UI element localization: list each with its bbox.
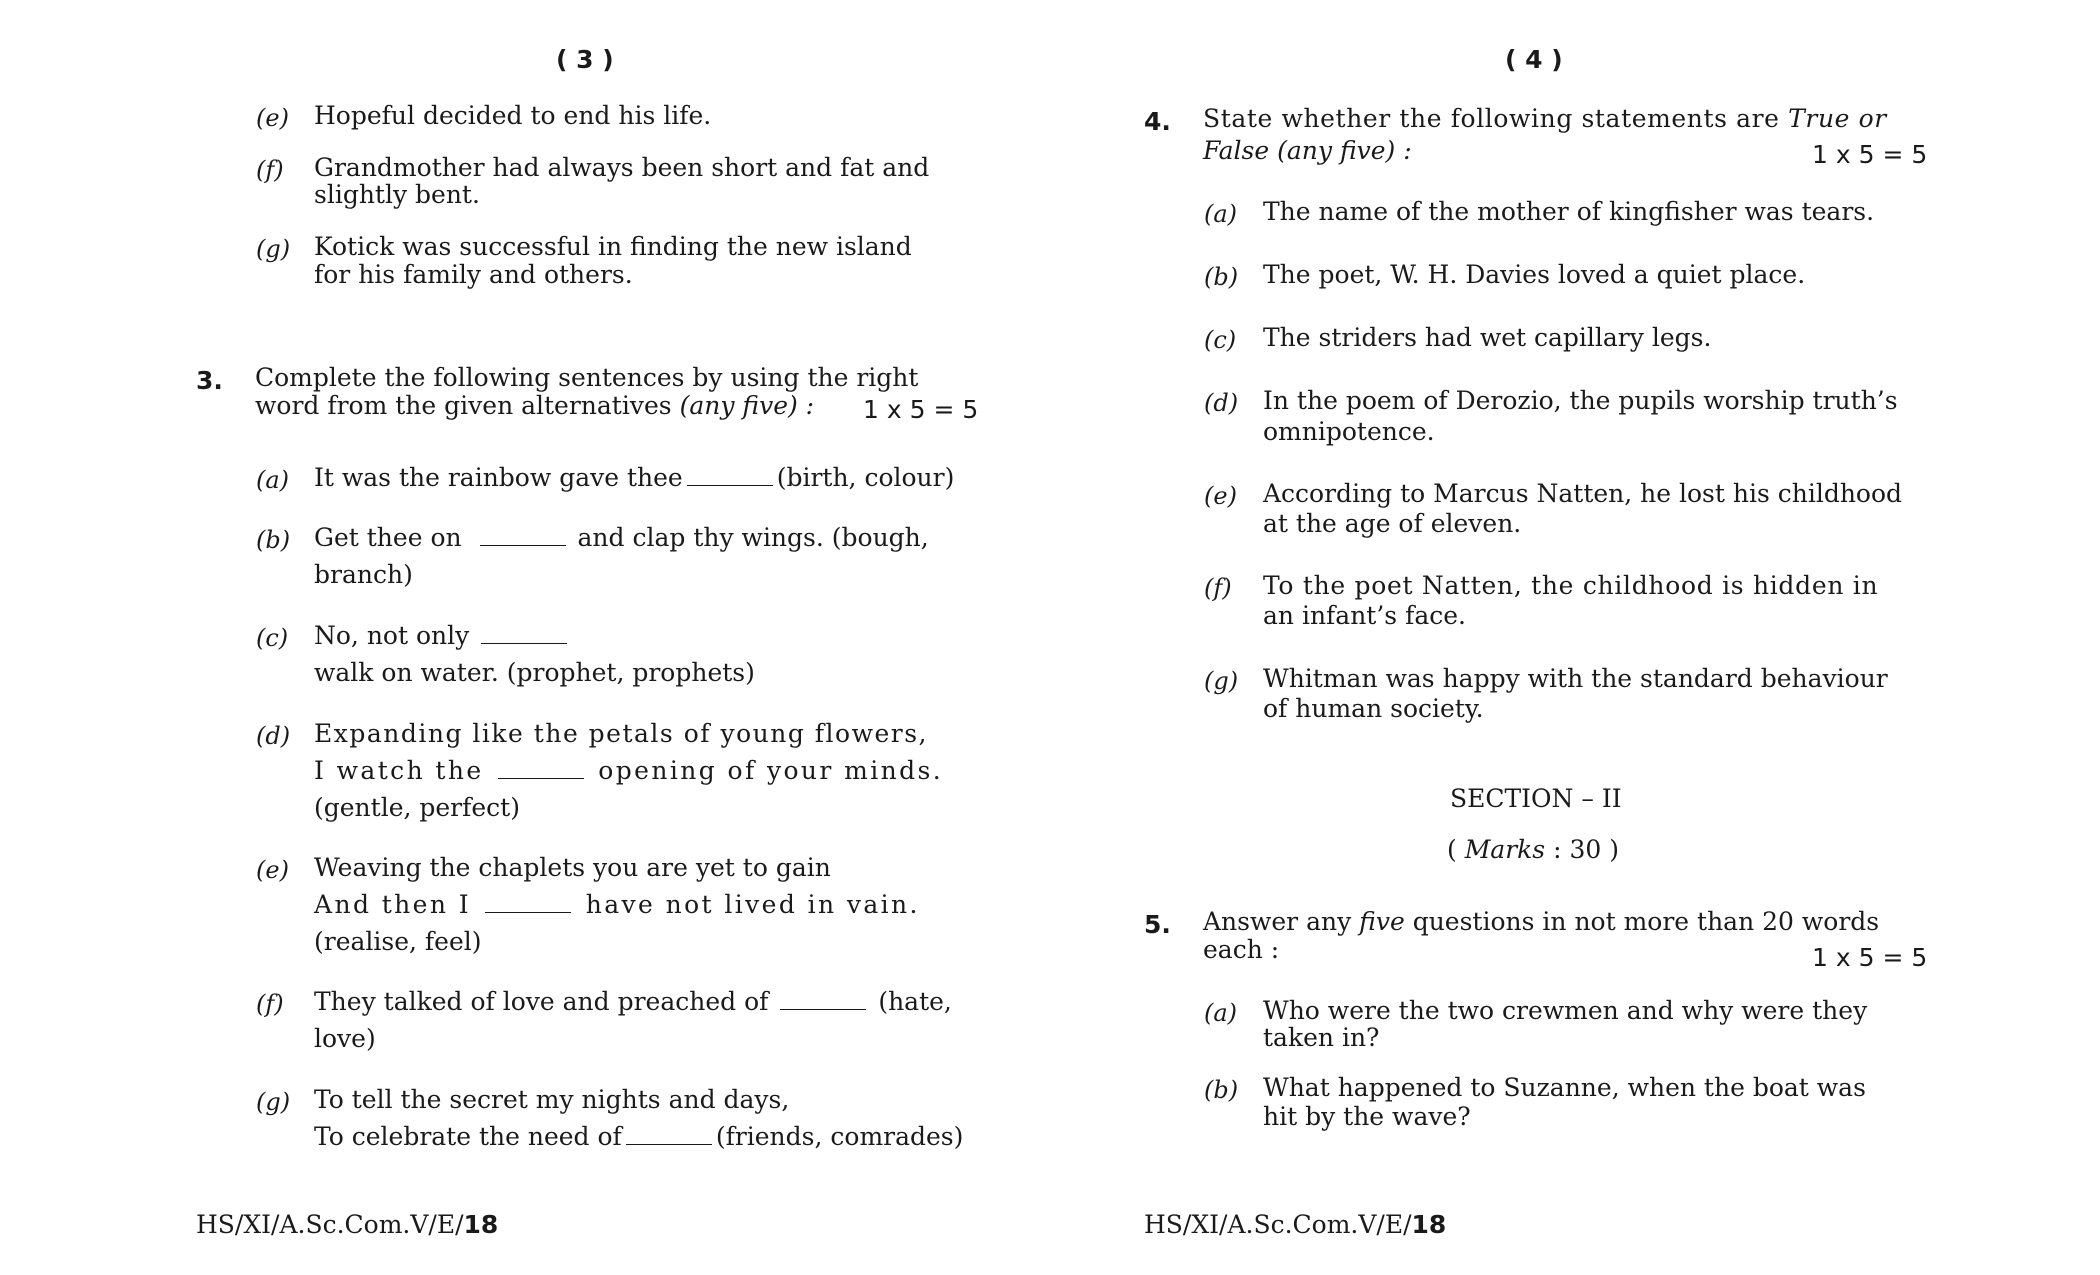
question-number: 3. [196, 366, 223, 395]
question-text: word from the given alternatives (any five) : [255, 391, 815, 420]
item-text: The name of the mother of kingfisher was tears. [1263, 197, 1875, 226]
item-text: hit by the wave? [1263, 1102, 1471, 1131]
item-text: The striders had wet capillary legs. [1263, 323, 1712, 352]
item-label: (e) [256, 856, 289, 884]
item-text: They talked of love and preached of (hate, [314, 987, 952, 1016]
footer-code-left: HS/XI/A.Sc.Com.V/E/18 [196, 1210, 499, 1239]
item-text: What happened to Suzanne, when the boat was [1263, 1073, 1866, 1102]
marks-allocation: 1 x 5 = 5 [863, 395, 979, 424]
question-number: 5. [1144, 910, 1171, 939]
marks-allocation: 1 x 5 = 5 [1812, 140, 1928, 169]
item-text: omnipotence. [1263, 417, 1435, 446]
answer-blank [626, 1143, 712, 1145]
item-text: Hopeful decided to end his life. [314, 101, 712, 130]
item-label: (e) [1204, 482, 1237, 510]
item-text: Get thee on and clap thy wings. (bough, [314, 523, 929, 552]
item-label: (b) [1204, 1076, 1239, 1104]
section-title: SECTION – II [1450, 784, 1622, 813]
question-text: Complete the following sentences by using the right [255, 363, 919, 392]
item-text: It was the rainbow gave thee (birth, colour) [314, 463, 955, 492]
item-label: (f) [1204, 574, 1232, 602]
item-text: for his family and others. [314, 260, 633, 289]
item-label: (f) [256, 156, 284, 184]
item-text: Who were the two crewmen and why were they [1263, 996, 1868, 1025]
item-text: And then I have not lived in vain. [314, 890, 920, 919]
item-text: According to Marcus Natten, he lost his childhood [1263, 479, 1903, 508]
marks-allocation: 1 x 5 = 5 [1812, 943, 1928, 972]
item-label: (c) [1204, 326, 1237, 354]
item-text: slightly bent. [314, 180, 480, 209]
item-text: at the age of eleven. [1263, 509, 1522, 538]
item-label: (b) [256, 526, 291, 554]
item-label: (a) [1204, 999, 1238, 1027]
question-text: State whether the following statements are True or [1203, 104, 1887, 133]
item-text: I watch the opening of your minds. [314, 756, 944, 785]
item-label: (a) [256, 466, 290, 494]
section-marks: ( Marks : 30 ) [1447, 835, 1619, 864]
item-text: of human society. [1263, 694, 1484, 723]
item-text: (gentle, perfect) [314, 793, 520, 822]
item-label: (e) [256, 104, 289, 132]
page-number-right: ( 4 ) [1505, 45, 1563, 74]
item-text: walk on water. (prophet, prophets) [314, 658, 755, 687]
item-text: Whitman was happy with the standard behaviour [1263, 664, 1888, 693]
answer-blank [498, 777, 584, 779]
answer-blank [780, 1008, 866, 1010]
item-label: (d) [1204, 389, 1239, 417]
question-text: False (any five) : [1203, 136, 1412, 165]
question-text: Answer any five questions in not more than 20 words [1203, 907, 1880, 936]
item-label: (g) [256, 235, 291, 263]
item-label: (a) [1204, 200, 1238, 228]
item-text: branch) [314, 560, 413, 589]
item-label: (g) [256, 1088, 291, 1116]
item-text: To celebrate the need of (friends, comrades) [314, 1122, 964, 1151]
item-text: taken in? [1263, 1023, 1380, 1052]
answer-blank [480, 544, 566, 546]
question-text: each : [1203, 935, 1280, 964]
item-text: Kotick was successful in finding the new island [314, 232, 912, 261]
item-label: (f) [256, 990, 284, 1018]
item-text: Weaving the chaplets you are yet to gain [314, 853, 831, 882]
item-label: (d) [256, 722, 291, 750]
answer-blank [481, 642, 567, 644]
item-text: Grandmother had always been short and fat and [314, 153, 930, 182]
item-text: To the poet Natten, the childhood is hidden in [1263, 571, 1879, 600]
item-text: (realise, feel) [314, 927, 482, 956]
answer-blank [687, 484, 773, 486]
item-text: No, not only [314, 622, 571, 650]
item-label: (c) [256, 624, 289, 652]
item-text: The poet, W. H. Davies loved a quiet place. [1263, 260, 1806, 289]
item-label: (b) [1204, 263, 1239, 291]
item-text: love) [314, 1024, 376, 1053]
page-number-left: ( 3 ) [556, 45, 614, 74]
answer-blank [485, 911, 571, 913]
question-number: 4. [1144, 107, 1171, 136]
footer-code-right: HS/XI/A.Sc.Com.V/E/18 [1144, 1210, 1447, 1239]
item-text: To tell the secret my nights and days, [314, 1085, 790, 1114]
item-label: (g) [1204, 667, 1239, 695]
item-text: an infant’s face. [1263, 601, 1466, 630]
item-text: In the poem of Derozio, the pupils worship truth’s [1263, 386, 1898, 415]
item-text: Expanding like the petals of young flowers, [314, 719, 928, 748]
